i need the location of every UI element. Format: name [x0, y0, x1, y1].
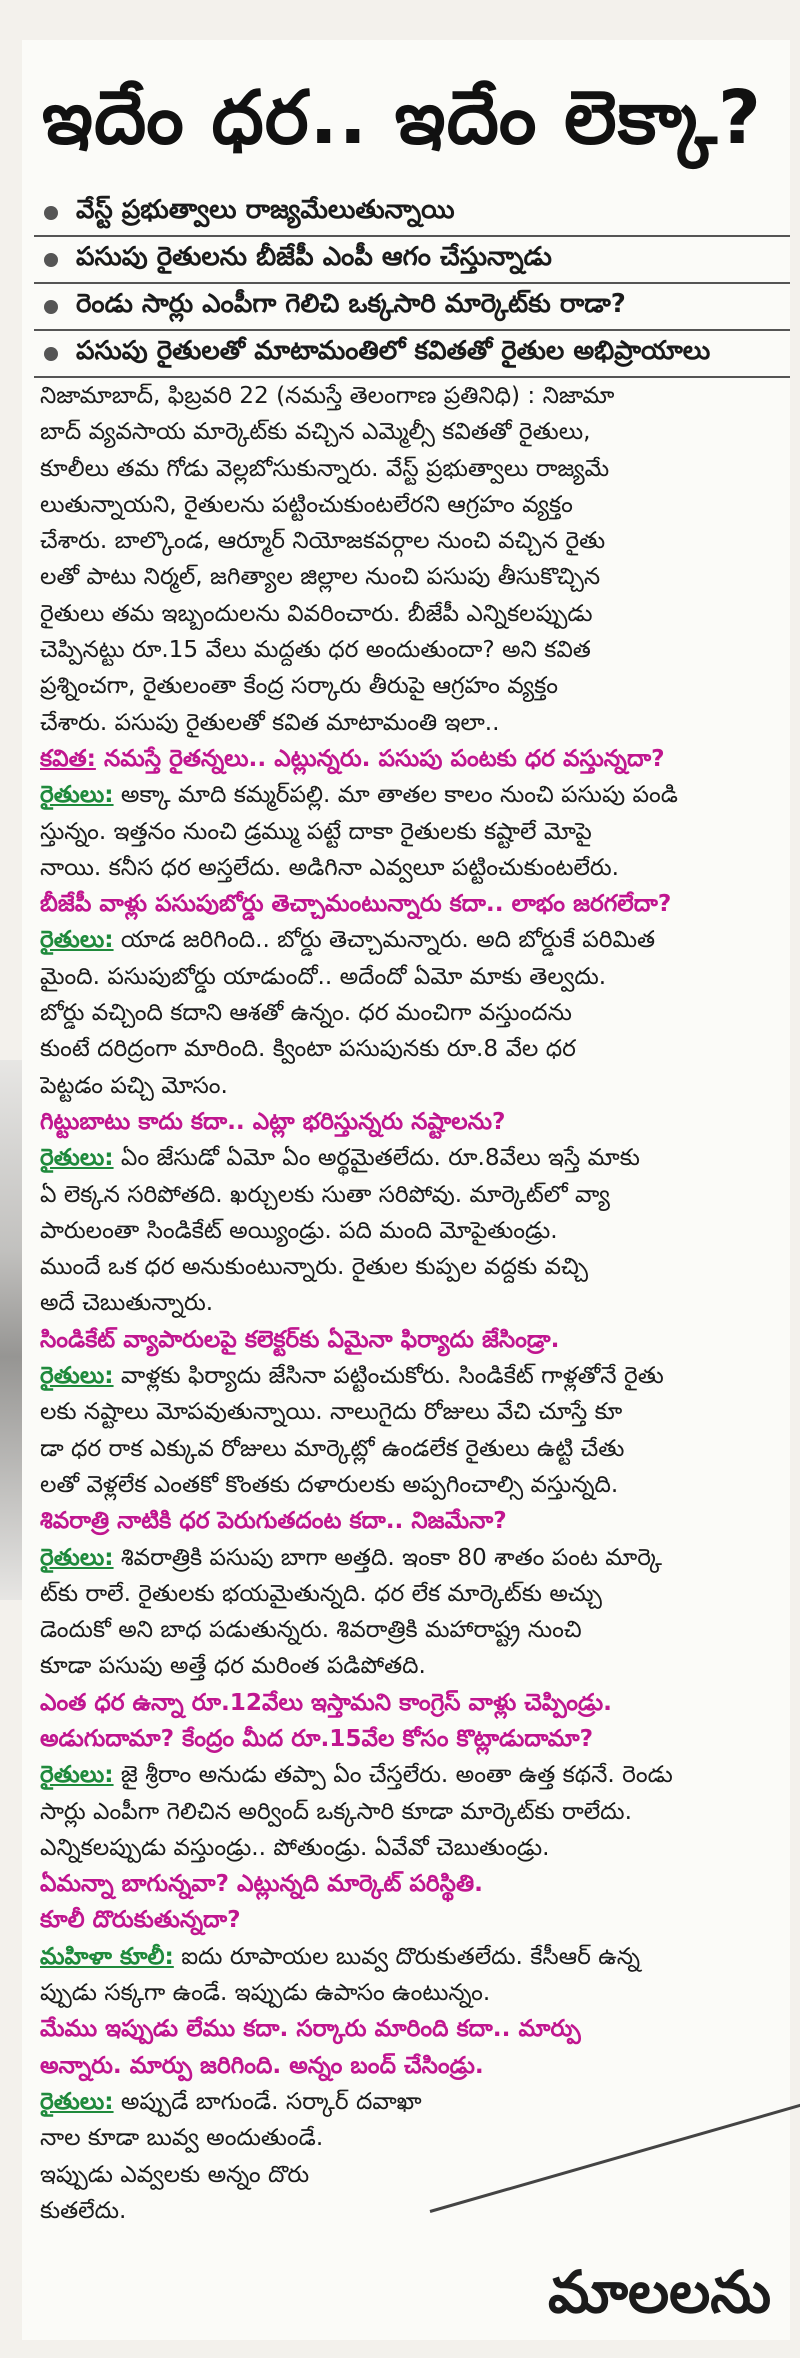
speaker-label: రైతులు: [40, 926, 114, 954]
answer-line: లకు నష్టాలు మోపవుతున్నాయి. నాలుగైదు రోజులు వేచి చూస్తే కూ [40, 1398, 623, 1426]
answer-line: కుంటే దరిద్రంగా మారింది. క్వింటా పసుపునకు రూ.8 వేల ధర [40, 1035, 576, 1063]
intro-line: ప్రశ్నించగా, రైతులంతా కేంద్ర సర్కారు తీరుపై ఆగ్రహం వ్యక్తం [40, 672, 559, 700]
answer-line: కుతలేదు. [40, 2196, 127, 2224]
next-article-heading: మాలలను [548, 2258, 772, 2326]
answer-line: డా ధర రాక ఎక్కువ రోజులు మార్కెట్లో ఉండలేక రైతులు ఉట్టి చేతు [40, 1434, 625, 1462]
bullet-text: రెండు సార్లు ఎంపీగా గెలిచి ఒక్కసారి మార్కెట్‌కు రాడా? [76, 288, 626, 319]
answer-line: మైంది. పసుపుబోర్డు యాడుందో.. అదేందో ఏమో మాకు తెల్వదు. [40, 962, 607, 990]
bullet-item [34, 331, 790, 378]
bullet-item [34, 284, 790, 331]
answer-line: పెట్టడం పచ్చి మోసం. [40, 1071, 228, 1099]
article-body [40, 378, 782, 2229]
question: శివరాత్రి నాటికి ధర పెరుగుతదంట కదా.. నిజమేనా? [40, 1507, 507, 1535]
answer-line: కూడా పసుపు అత్తే ధర మరింత పడిపోతది. [40, 1652, 426, 1680]
answer-line [40, 777, 782, 813]
answer-line [40, 1939, 782, 1975]
answer-line: ఏ లెక్కన సరిపోతది. ఖర్చులకు సుతా సరిపోవు. మార్కెట్‌లో వ్యా [40, 1180, 610, 1208]
answer-line: స్తున్నం. ఇత్తనం నుంచి డ్రమ్ము పట్టే దాకా రైతులకు కష్టాలే మోపై [40, 817, 592, 845]
answer-line: పారులంతా సిండికేట్ అయ్యిండ్రు. పది మంది మోపైతుండ్రు. [40, 1216, 558, 1244]
answer-text: వాళ్లకు ఫిర్యాదు జేసినా పట్టించుకోరు. సిండికేట్ గాళ్లతోనే రైతు [113, 1362, 664, 1390]
headline: ఇదేం ధర.. ఇదేం లెక్కా? [42, 75, 762, 161]
answer-line: అదే చెబుతున్నారు. [40, 1289, 214, 1317]
speaker-label: రైతులు: [40, 1761, 114, 1789]
answer-line: లతో వెళ్లలేక ఎంతకో కొంతకు దళారులకు అప్పగించాల్సి వస్తున్నది. [40, 1470, 619, 1498]
answer-line: ఎన్నికలప్పుడు వస్తుండ్రు.. పోతుండ్రు. ఏవేవో చెబుతుండ్రు. [40, 1833, 550, 1861]
answer-text: అప్పుడే బాగుండే. సర్కార్ దవాఖా [113, 2087, 422, 2115]
answer-line: బోర్డు వచ్చింది కదాని ఆశతో ఉన్నం. ధర మంచిగా వస్తుందను [40, 999, 572, 1027]
answer-line: డెందుకో అని బాధ పడుతున్నరు. శివరాత్రికి మహారాష్ట్ర నుంచి [40, 1616, 582, 1644]
intro-line: చేశారు. పసుపు రైతులతో కవిత మాటామంతి ఇలా.. [40, 708, 500, 736]
question: అడుగుదామా? కేంద్రం మీద రూ.15వేల కోసం కొట్లాడుదామా? [40, 1724, 594, 1752]
answer-text: ఐదు రూపాయల బువ్వ దొరుకుతలేదు. కేసీఆర్ ఉన్న [173, 1942, 640, 1970]
speaker-label: రైతులు: [40, 1144, 114, 1172]
bullet-item [34, 237, 790, 284]
answer-line [40, 922, 782, 958]
question: బీజేపీ వాళ్లు పసుపుబోర్డు తెచ్చామంటున్నారు కదా.. లాభం జరగలేదా? [40, 890, 672, 918]
intro-line: చేశారు. బాల్కొండ, ఆర్మూర్ నియోజకవర్గాల నుంచి వచ్చిన రైతు [40, 527, 606, 555]
bullet-dot-icon [44, 347, 58, 361]
question-text: నమస్తే రైతన్నలు.. ఎట్లున్నరు. పసుపు పంటకు ధర వస్తున్నదా? [95, 744, 665, 772]
speaker-label: రైతులు: [40, 1543, 114, 1571]
intro-line: లతో పాటు నిర్మల్, జగిత్యాల జిల్లాల నుంచి పసుపు తీసుకొచ్చిన [40, 563, 601, 591]
question: ఏమన్నా బాగున్నవా? ఎట్లున్నది మార్కెట్ పరిస్థితి. [40, 1870, 483, 1898]
question: ఎంత ధర ఉన్నా రూ.12వేలు ఇస్తామని కాంగ్రెస్ వాళ్లు చెప్పిండ్రు. [40, 1688, 612, 1716]
question: మేము ఇప్పుడు లేము కదా. సర్కారు మారింది కదా.. మార్పు [40, 2015, 581, 2043]
intro-line: రైతులు తమ ఇబ్బందులను వివరించారు. బీజేపీ ఎన్నికలప్పుడు [40, 599, 593, 627]
question [40, 741, 782, 777]
answer-text: శివరాత్రికి పసుపు బాగా అత్తది. ఇంకా 80 శాతం పంట మార్కె [113, 1543, 662, 1571]
intro-line: నిజామాబాద్, ఫిబ్రవరి 22 (నమస్తే తెలంగాణ ప్రతినిధి) : నిజామా [40, 382, 615, 409]
answer-line: సార్లు ఎంపీగా గెలిచిన అర్వింద్ ఒక్కసారి కూడా మార్కెట్‌కు రాలేదు. [40, 1797, 632, 1825]
intro-line: చెప్పినట్టు రూ.15 వేలు మద్దతు ధర అందుతుందా? అని కవిత [40, 636, 591, 664]
answer-text: ఏం జేసుడో ఏమో ఏం అర్థమైతలేదు. రూ.8వేలు ఇస్తే మాకు [113, 1144, 640, 1172]
question: సిండికేట్ వ్యాపారులపై కలెక్టర్‌కు ఏమైనా ఫిర్యాదు జేసిండ్రా. [40, 1325, 560, 1353]
answer-line: నాల కూడా బువ్వ అందుతుండే. [40, 2124, 324, 2152]
bullet-text: వేస్ట్ ప్రభుత్వాలు రాజ్యమేలుతున్నాయి [76, 194, 455, 225]
bullet-text: పసుపు రైతులతో మాటామంతిలో కవితతో రైతుల అభిప్రాయాలు [76, 335, 711, 366]
answer-line [40, 1757, 782, 1793]
bullet-item [34, 190, 790, 237]
bullet-dot-icon [44, 300, 58, 314]
answer-line: నాయి. కనీస ధర అస్తలేదు. అడిగినా ఎవ్వలూ పట్టించుకుంటలేరు. [40, 853, 620, 881]
bullet-text: పసుపు రైతులను బీజేపీ ఎంపీ ఆగం చేస్తున్నాడు [76, 241, 552, 272]
answer-line: ట్‌కు రాలే. రైతులకు భయమైతున్నది. ధర లేక మార్కెట్‌కు అచ్చు [40, 1579, 602, 1607]
answer-line [40, 1140, 782, 1176]
question: కూలీ దొరుకుతున్నదా? [40, 1906, 241, 1934]
answer-text: యాడ జరిగింది.. బోర్డు తెచ్చామన్నారు. అది బోర్డుకే పరిమిత [113, 926, 656, 954]
bullet-list [34, 190, 790, 378]
question: గిట్టుబాటు కాదు కదా.. ఎట్లా భరిస్తున్నరు నష్టాలను? [40, 1107, 506, 1135]
answer-line: ఇప్పుడు ఎవ్వలకు అన్నం దొరు [40, 2160, 310, 2188]
speaker-label: రైతులు: [40, 781, 114, 809]
intro-line: కూలీలు తమ గోడు వెల్లబోసుకున్నారు. వేస్ట్ ప్రభుత్వాలు రాజ్యమే [40, 454, 610, 482]
intro-line: బాద్ వ్యవసాయ మార్కెట్‌కు వచ్చిన ఎమ్మెల్సీ కవితతో రైతులు, [40, 418, 591, 446]
intro-line: లుతున్నాయని, రైతులను పట్టించుకుంటలేరని ఆగ్రహం వ్యక్తం [40, 490, 573, 518]
answer-line [40, 1540, 782, 1576]
answer-line: ప్పుడు సక్కగా ఉండే. ఇప్పుడు ఉపాసం ఉంటున్నం. [40, 1979, 491, 2007]
bullet-dot-icon [44, 253, 58, 267]
speaker-label: కవిత: [40, 744, 96, 772]
speaker-label: రైతులు: [40, 1362, 114, 1390]
speaker-label: రైతులు: [40, 2087, 114, 2115]
answer-line [40, 1358, 782, 1394]
bullet-dot-icon [44, 206, 58, 220]
speaker-label: మహిళా కూలీ: [40, 1942, 174, 1970]
answer-line [40, 2084, 782, 2120]
answer-line: ముందే ఒక ధర అనుకుంటున్నారు. రైతుల కుప్పల వద్దకు వచ్చి [40, 1253, 589, 1281]
question: అన్నారు. మార్పు జరిగింది. అన్నం బంద్ చేసిండ్రు. [40, 2051, 484, 2079]
answer-text: జై శ్రీరాం అనుడు తప్పా ఏం చేస్తలేరు. అంతా ఉత్త కథనే. రెండు [113, 1761, 673, 1789]
answer-text: అక్కా మాది కమ్మర్‌పల్లి. మా తాతల కాలం నుంచి పసుపు పండి [113, 781, 678, 809]
